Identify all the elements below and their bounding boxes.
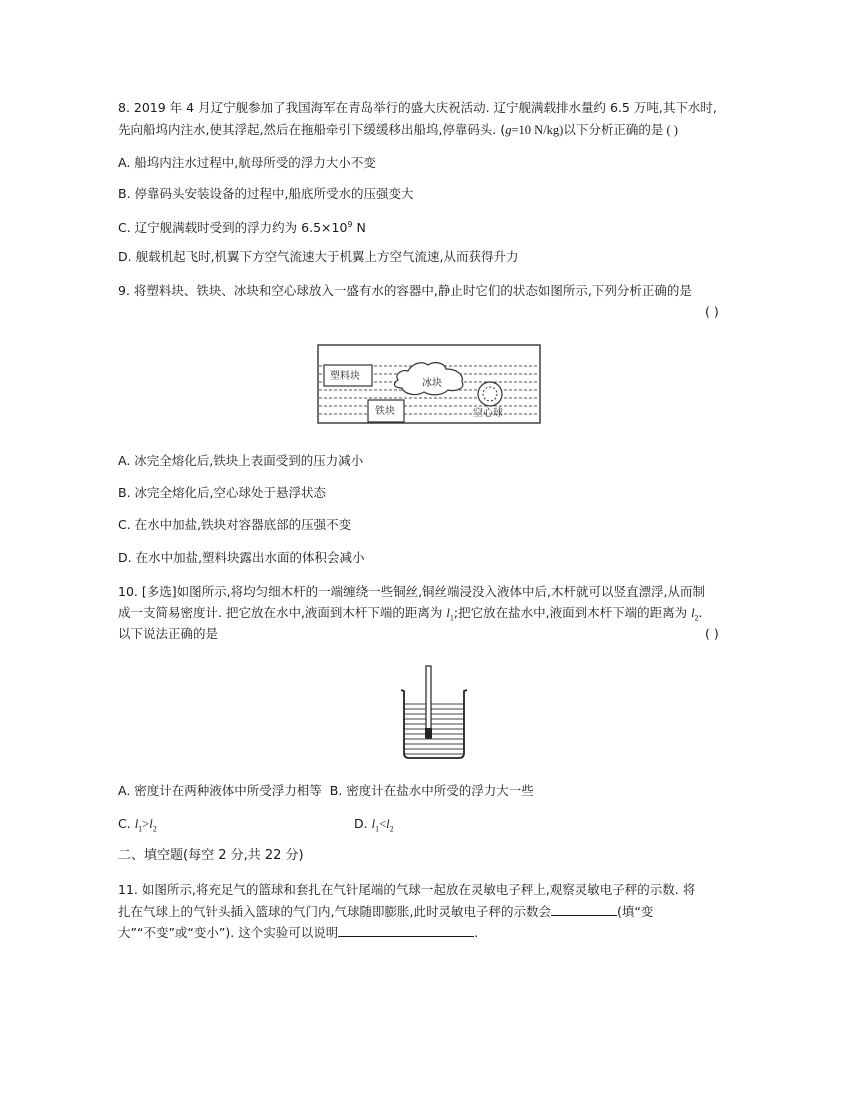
l1-subscript: 1	[449, 613, 454, 623]
q8-stem-line2	[118, 121, 678, 139]
q8-option-c-unit: N	[352, 220, 366, 236]
q10-option-d-l2: l	[386, 817, 390, 831]
q9-container-figure	[316, 344, 542, 426]
q11-stem-line2-text: 扎在气球上的气针头插入篮球的气门内,气球随即膨胀,此时灵敏电子秤的示数会	[118, 904, 551, 919]
l1-symbol: l	[446, 606, 450, 620]
q10-option-c-l1: l	[134, 817, 139, 831]
q10-option-d-label: D.	[354, 816, 372, 831]
q8-stem-line2-eq: =10 N/kg)以下分析正确的是 ( )	[511, 123, 678, 137]
q10-answer-paren: ( )	[705, 626, 719, 641]
q8-option-c-exponent: 9	[347, 220, 353, 229]
q10-option-d-l1-sub: 1	[375, 824, 380, 834]
q9-option-b: B. 冰完全熔化后,空心球处于悬浮状态	[118, 485, 326, 500]
q10-stem-line2	[118, 604, 703, 628]
hollow-ball	[478, 382, 502, 406]
q10-options-row-ab	[118, 782, 534, 800]
q10-option-c-l2: l	[149, 817, 153, 831]
q11-stem-line1: 11. 如图所示,将充足气的篮球和套扎在气针尾端的气球一起放在灵敏电子秤上,观察灵敏电子秤的示数. 将	[118, 882, 696, 897]
q8-option-c-text: C. 辽宁舰满载时受到的浮力约为 6.5×10	[118, 220, 348, 236]
q10-option-b: B. 密度计在盐水中所受的浮力大一些	[329, 783, 534, 798]
g-symbol: g	[505, 123, 512, 137]
q10-option-d	[354, 815, 394, 839]
q8-option-b: B. 停靠码头安装设备的过程中,船底所受水的压强变大	[118, 186, 414, 201]
l2-symbol: l	[691, 606, 695, 620]
q11-stem-line3	[118, 923, 478, 942]
q10-stem-line1: 10. [多选]如图所示,将均匀细木杆的一端缠绕一些铜丝,铜丝端浸没入液体中后,木杆就可以竖直漂浮,从而制	[118, 584, 706, 599]
q9-option-d: D. 在水中加盐,塑料块露出水面的体积会减小	[118, 550, 365, 565]
section-title-fill-in: 二、填空题(每空 2 分,共 22 分)	[118, 848, 304, 863]
q11-stem-line2-post: (填“变	[616, 904, 654, 919]
q9-option-a: A. 冰完全熔化后,铁块上表面受到的压力减小	[118, 453, 364, 468]
copper-wire	[425, 728, 432, 738]
q10-stem-line2-text: 成一支简易密度计. 把它放在水中,液面到木杆下端的距离为	[118, 605, 447, 620]
q8-option-a: A. 船坞内注水过程中,航母所受的浮力大小不变	[118, 155, 376, 170]
q11-blank-1[interactable]	[551, 902, 617, 916]
q10-option-d-l1: l	[371, 817, 376, 831]
l2-subscript: 2	[694, 613, 699, 623]
iron-block-label: 铁块	[375, 406, 395, 417]
q10-beaker-figure	[398, 664, 470, 762]
q9-stem-line1: 9. 将塑料块、铁块、冰块和空心球放入一盛有水的容器中,静止时它们的状态如图所示,下列分析正确的是	[118, 283, 692, 298]
q8-stem-line2-text: 先向船坞内注水,使其浮起,然后在拖船牵引下缓缓移出船坞,停靠码头. (	[118, 122, 506, 137]
q9-answer-paren: ( )	[705, 304, 719, 319]
q8-option-c	[118, 216, 366, 237]
q10-option-c-l2-sub: 2	[152, 824, 157, 834]
q11-blank-2[interactable]	[338, 923, 474, 937]
q10-option-d-l2-sub: 2	[389, 824, 394, 834]
q8-option-d: D. 舰载机起飞时,机翼下方空气流速大于机翼上方空气流速,从而获得升力	[118, 249, 519, 264]
q11-stem-line3-end: .	[474, 925, 479, 940]
q10-option-c-relation: >	[142, 817, 150, 831]
q11-stem-line2	[118, 902, 653, 921]
q10-option-c-label: C.	[118, 816, 135, 831]
q8-stem-line1: 8. 2019 年 4 月辽宁舰参加了我国海军在青岛举行的盛大庆祝活动. 辽宁舰满载排水量约 6.5 万吨,其下水时,	[118, 100, 717, 115]
q10-stem-line2-mid: ;把它放在盐水中,液面到木杆下端的距离为	[453, 605, 692, 620]
q10-option-d-relation: <	[379, 817, 387, 831]
q10-option-c	[118, 815, 157, 839]
plastic-block-label: 塑料块	[330, 371, 360, 382]
q10-stem-line3: 以下说法正确的是	[118, 626, 219, 641]
q9-option-c: C. 在水中加盐,铁块对容器底部的压强不变	[118, 517, 352, 532]
q10-option-c-l1-sub: 1	[138, 824, 143, 834]
q10-stem-line2-end: .	[698, 605, 703, 620]
ice-block-label: 冰块	[422, 378, 442, 389]
hollow-ball-label: 空心球	[473, 408, 503, 419]
q10-option-a: A. 密度计在两种液体中所受浮力相等	[118, 783, 322, 798]
q11-stem-line3-text: 大”“不变”或“变小”). 这个实验可以说明	[118, 925, 339, 940]
density-rod	[426, 666, 431, 738]
